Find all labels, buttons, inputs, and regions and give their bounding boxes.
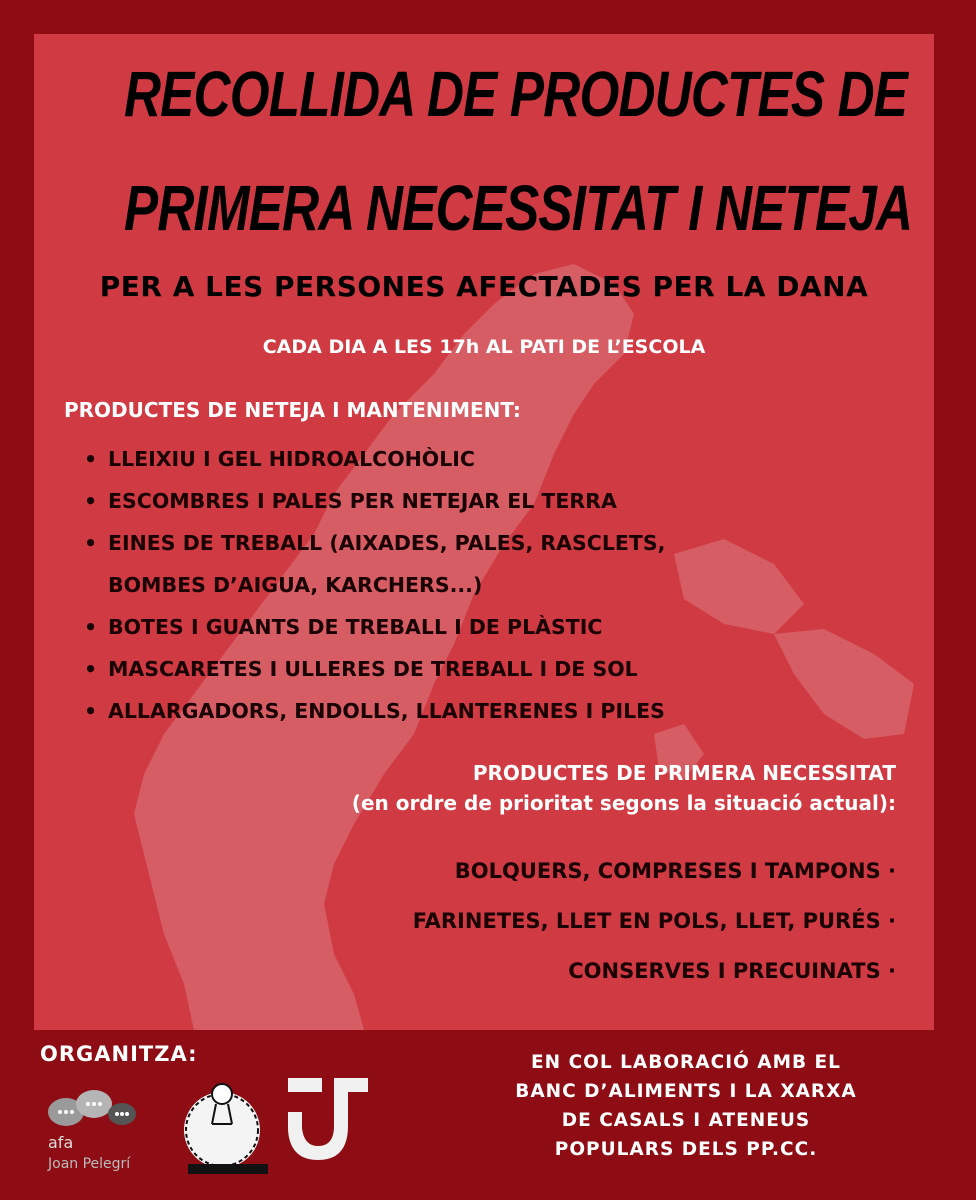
list-item: • ALLARGADORS, ENDOLLS, LLANTERENES I PILES [84, 690, 665, 732]
afa-logo-icon [44, 1080, 154, 1176]
organize-label: ORGANITZA: [40, 1042, 198, 1066]
list-item: BOLQUERS, COMPRESES I TAMPONS · [413, 846, 896, 896]
list-item-line: BOMBES D’AIGUA, KARCHERS...) [108, 573, 483, 597]
necessities-subtitle: (en ordre de prioritat segons la situació actual): [351, 791, 896, 815]
list-item [84, 522, 665, 606]
collab-line: POPULARS DELS PP.CC. [554, 1139, 818, 1160]
cleaning-list [84, 438, 665, 732]
afa-logo-name: Joan Pelegrí [48, 1156, 131, 1172]
subtitle: PER A LES PERSONES AFECTADES PER LA DANA [99, 270, 869, 303]
school-logo-icon [172, 1074, 282, 1178]
title-line-2: PRIMERA NECESSITAT I NETEJA [124, 172, 913, 244]
list-item: • ESCOMBRES I PALES PER NETEJAR EL TERRA [84, 480, 665, 522]
collab-line: EN COL LABORACIÓ AMB EL [531, 1052, 841, 1073]
list-item-line: • EINES DE TREBALL (AIXADES, PALES, RASCLETS, [108, 531, 666, 555]
list-item: • LLEIXIU I GEL HIDROALCOHÒLIC [84, 438, 665, 480]
title-line-1: RECOLLIDA DE PRODUCTES DE [124, 58, 908, 130]
schedule-text: CADA DIA A LES 17h AL PATI DE L’ESCOLA [262, 336, 706, 358]
poster-panel [34, 34, 934, 1030]
list-item: FARINETES, LLET EN POLS, LLET, PURÉS · [413, 896, 896, 946]
cleaning-heading: PRODUCTES DE NETEJA I MANTENIMENT: [64, 398, 521, 422]
list-item: • BOTES I GUANTS DE TREBALL I DE PLÀSTIC [84, 606, 665, 648]
necessities-title: PRODUCTES DE PRIMERA NECESSITAT [472, 761, 896, 785]
necessities-list [413, 846, 896, 996]
collaboration-text [416, 1048, 956, 1164]
necessities-heading [352, 758, 896, 818]
jp-logo-icon [286, 1076, 370, 1162]
list-item: • MASCARETES I ULLERES DE TREBALL I DE SOL [84, 648, 665, 690]
afa-logo-text: afa [48, 1133, 74, 1152]
collab-line: BANC D’ALIMENTS I LA XARXA [515, 1081, 857, 1102]
list-item: CONSERVES I PRECUINATS · [413, 946, 896, 996]
collab-line: DE CASALS I ATENEUS [561, 1110, 811, 1131]
